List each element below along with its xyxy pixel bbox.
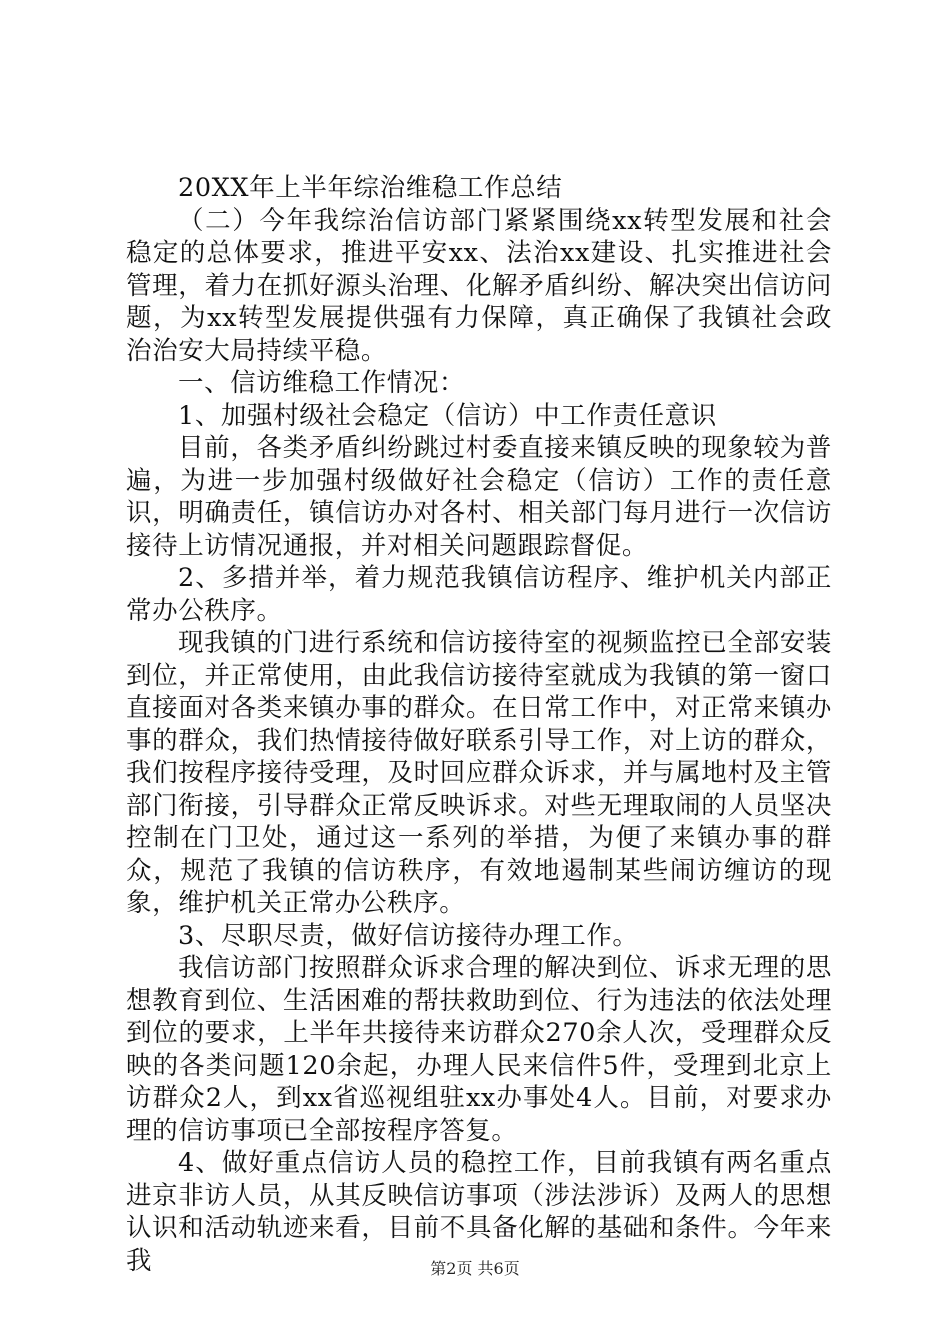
paragraph-1: 目前，各类矛盾纠纷跳过村委直接来镇反映的现象较为普遍，为进一步加强村级做好社会稳定（信访）工作的责任意识，明确责任，镇信访办对各村、相关部门每月进行一次信访接待上访情况通报，并对相关问题跟踪督促。 xyxy=(126,433,832,561)
subsection-heading-2: 2、多措并举，着力规范我镇信访程序、维护机关内部正常办公秩序。 xyxy=(126,563,832,626)
document-body xyxy=(126,172,832,1277)
document-title: 20XX年上半年综治维稳工作总结 xyxy=(178,173,563,203)
paragraph-intro: （二）今年我综治信访部门紧紧围绕xx转型发展和社会稳定的总体要求，推进平安xx、法治xx建设、扎实推进社会管理，着力在抓好源头治理、化解矛盾纠纷、解决突出信访问题，为xx转型发展提供强有力保障，真正确保了我镇社会政治治安大局持续平稳。 xyxy=(126,205,832,366)
subsection-heading-3: 3、尽职尽责，做好信访接待办理工作。 xyxy=(178,920,639,951)
paragraph-3: 我信访部门按照群众诉求合理的解决到位、诉求无理的思想教育到位、生活困难的帮扶救助到位、行为违法的依法处理到位的要求，上半年共接待来访群众270余人次，受理群众反映的各类问题120余起，办理人民来信件5件，受理到北京上访群众2人，到xx省巡视组驻xx办事处4人。目前，对要求办理的信访事项已全部按程序答复。 xyxy=(126,953,832,1146)
page-number-footer: 第2页 共6页 xyxy=(430,1259,520,1278)
subsection-heading-1: 1、加强村级社会稳定（信访）中工作责任意识 xyxy=(178,400,717,431)
section-heading-1: 一、信访维稳工作情况： xyxy=(178,368,466,398)
paragraph-2: 现我镇的门进行系统和信访接待室的视频监控已全部安装到位，并正常使用，由此我信访接待室就成为我镇的第一窗口直接面对各类来镇办事的群众。在日常工作中，对正常来镇办事的群众，我们热情接待做好联系引导工作，对上访的群众，我们按程序接待受理，及时回应群众诉求，并与属地村及主管部门衔接，引导群众正常反映诉求。对些无理取闹的人员坚决控制在门卫处，通过这一系列的举措，为便了来镇办事的群众，规范了我镇的信访秩序，有效地遏制某些闹访缠访的现象，维护机关正常办公秩序。 xyxy=(126,628,832,918)
paragraph-4: 4、做好重点信访人员的稳控工作，目前我镇有两名重点进京非访人员，从其反映信访事项（涉法涉诉）及两人的思想认识和活动轨迹来看，目前不具备化解的基础和条件。今年来我 xyxy=(126,1148,832,1276)
